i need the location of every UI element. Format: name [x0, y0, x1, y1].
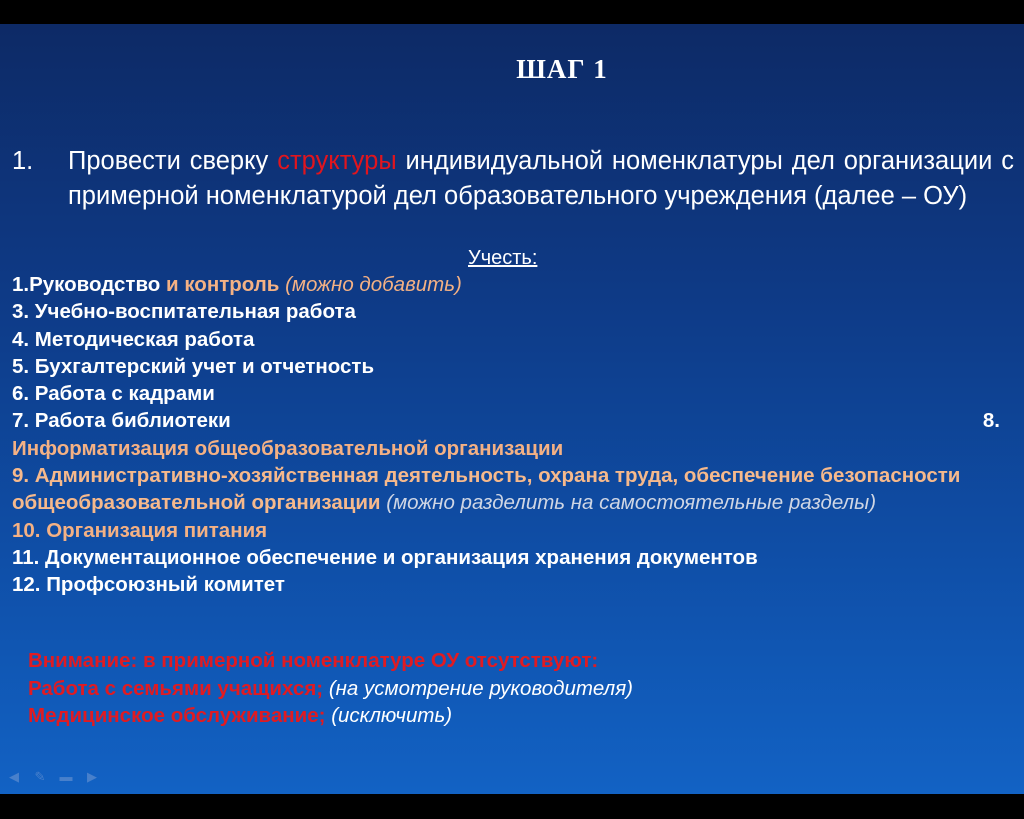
step-text-after: индивидуальной номенклатуры дел организации с примерной номенклатурой дел образовательного учреждения (далее – ОУ) — [68, 147, 1014, 210]
list-item: 3. Учебно-воспитательная работа — [12, 300, 356, 324]
list-item-note: (можно добавить) — [279, 273, 462, 296]
attention-line-text: Медицинское обслуживание; — [28, 704, 326, 727]
list-item: 12. Профсоюзный комитет — [12, 573, 285, 597]
step-item-1 — [12, 144, 1014, 214]
arrow-left-icon[interactable]: ◀ — [9, 769, 19, 784]
list-item-text: 1.Руководство — [12, 273, 167, 296]
attention-heading-text: Внимание: в примерной номенклатуре ОУ отсутствуют: — [28, 649, 599, 672]
list-item: 10. Организация питания — [12, 518, 268, 542]
attention-line — [28, 702, 1008, 730]
attention-line — [28, 675, 1008, 703]
list-item — [12, 407, 1012, 434]
list-item-text: 9. Административно-хозяйственная деятельность, охрана труда, обеспечение безопасности общеобразовательной организации — [12, 464, 961, 515]
list-item-note: (можно разделить на самостоятельные разделы) — [380, 491, 877, 515]
sections-list — [12, 271, 1012, 599]
step-item-text — [68, 144, 1014, 214]
list-item: Информатизация общеобразовательной организации — [12, 436, 564, 460]
step-text-before: Провести сверку — [68, 147, 278, 175]
attention-line-note: (на усмотрение руководителя) — [323, 676, 633, 700]
slide-nav — [6, 769, 100, 785]
list-item: 4. Методическая работа — [12, 327, 255, 351]
step-item-number: 1. — [12, 147, 34, 175]
attention-line-note: (исключить) — [325, 704, 453, 727]
list-item: 5. Бухгалтерский учет и отчетность — [12, 354, 375, 378]
account-label: Учесть: — [468, 247, 538, 269]
attention-block — [28, 647, 1008, 730]
arrow-right-icon[interactable]: ▶ — [87, 769, 97, 784]
list-item — [12, 462, 972, 517]
attention-line-text: Работа с семьями учащихся; — [28, 676, 324, 700]
list-item-orange-text: и контроль — [166, 273, 280, 296]
list-item: 6. Работа с кадрами — [12, 382, 215, 406]
list-item-text: 7. Работа библиотеки — [12, 409, 231, 433]
list-item — [12, 271, 1012, 298]
menu-icon[interactable]: ▬ — [59, 769, 73, 784]
list-item: 11. Документационное обеспечение и организация хранения документов — [12, 545, 758, 569]
pen-icon[interactable]: ✎ — [34, 769, 46, 784]
slide — [0, 24, 1024, 794]
slide-title: ШАГ 1 — [516, 54, 608, 84]
step-text-highlight: структуры — [277, 147, 397, 175]
attention-heading — [28, 647, 1008, 675]
list-item-number: 8. — [982, 409, 1000, 433]
